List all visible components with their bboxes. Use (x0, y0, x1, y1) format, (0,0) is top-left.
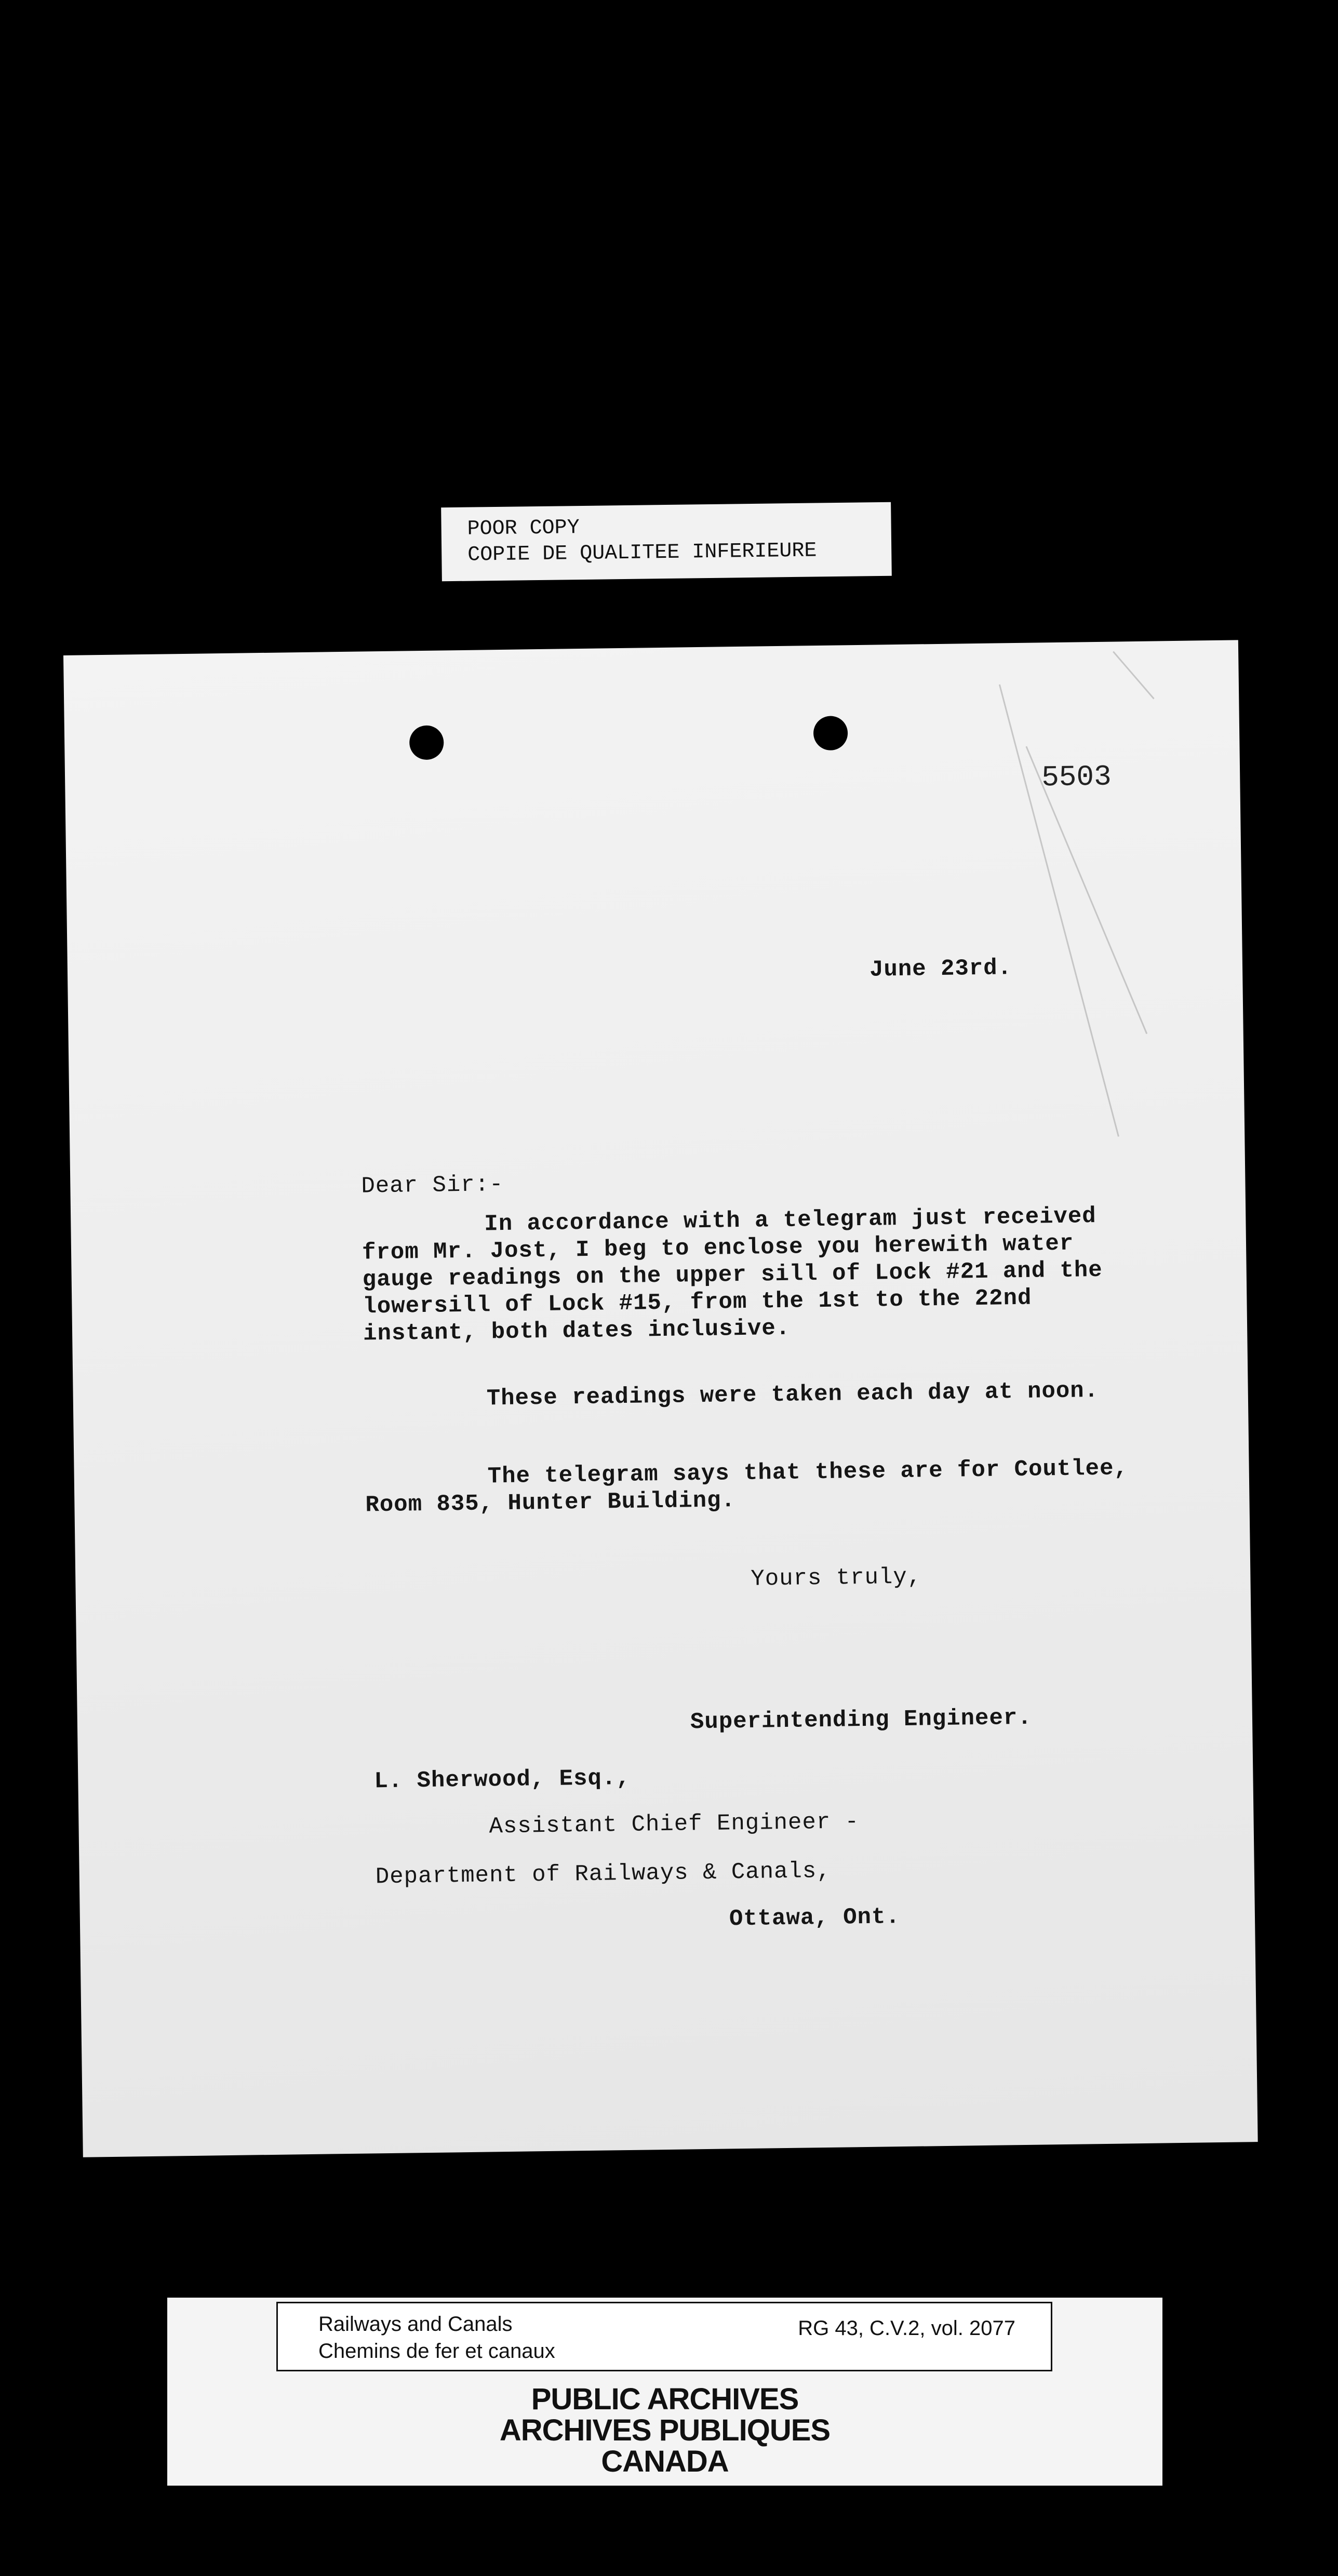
page-number: 5503 (1041, 760, 1112, 795)
salutation: Dear Sir:- (361, 1171, 504, 1200)
closing: Yours truly, (751, 1564, 922, 1592)
body-line-5: instant, both dates inclusive. (363, 1315, 791, 1347)
addressee-city: Ottawa, Ont. (729, 1904, 901, 1933)
poor-copy-label (441, 502, 892, 582)
punch-hole-right (813, 716, 848, 750)
institution-country: CANADA (601, 2445, 729, 2478)
punch-hole-left (409, 725, 444, 760)
paper-crease (999, 685, 1119, 1137)
letter-date: June 23rd. (869, 955, 1012, 983)
collection-name-en: Railways and Canals (318, 2313, 513, 2336)
signature-title: Superintending Engineer. (690, 1705, 1032, 1736)
body-line-2: from Mr. Jost, I beg to enclose you herewith water (362, 1230, 1074, 1266)
poor-copy-line-en: POOR COPY (467, 516, 580, 541)
addressee-department: Department of Railways & Canals, (375, 1858, 832, 1890)
archive-reference-number: RG 43, C.V.2, vol. 2077 (798, 2317, 1015, 2340)
body-paragraph-3-line-2: Room 835, Hunter Building. (365, 1487, 736, 1519)
body-paragraph-3-line-1: The telegram says that these are for Coutlee, (487, 1455, 1129, 1490)
body-line-4: lowersill of Lock #15, from the 1st to the 22nd (363, 1285, 1032, 1320)
addressee-title: Assistant Chief Engineer - (489, 1809, 860, 1840)
body-line-1: In accordance with a telegram just received (484, 1203, 1097, 1238)
poor-copy-line-fr: COPIE DE QUALITEE INFERIEURE (467, 539, 817, 567)
body-line-3: gauge readings on the upper sill of Lock #21 and the (362, 1257, 1103, 1293)
archive-reference-label (276, 2302, 1052, 2371)
collection-name-fr: Chemins de fer et canaux (318, 2340, 555, 2363)
addressee-name: L. Sherwood, Esq., (374, 1765, 631, 1795)
institution-name-fr: ARCHIVES PUBLIQUES (499, 2413, 831, 2447)
paper-crease (1113, 651, 1155, 700)
body-paragraph-2: These readings were taken each day at noon. (486, 1378, 1099, 1412)
institution-name-en: PUBLIC ARCHIVES (531, 2382, 799, 2416)
letter-sheet (63, 640, 1258, 2157)
